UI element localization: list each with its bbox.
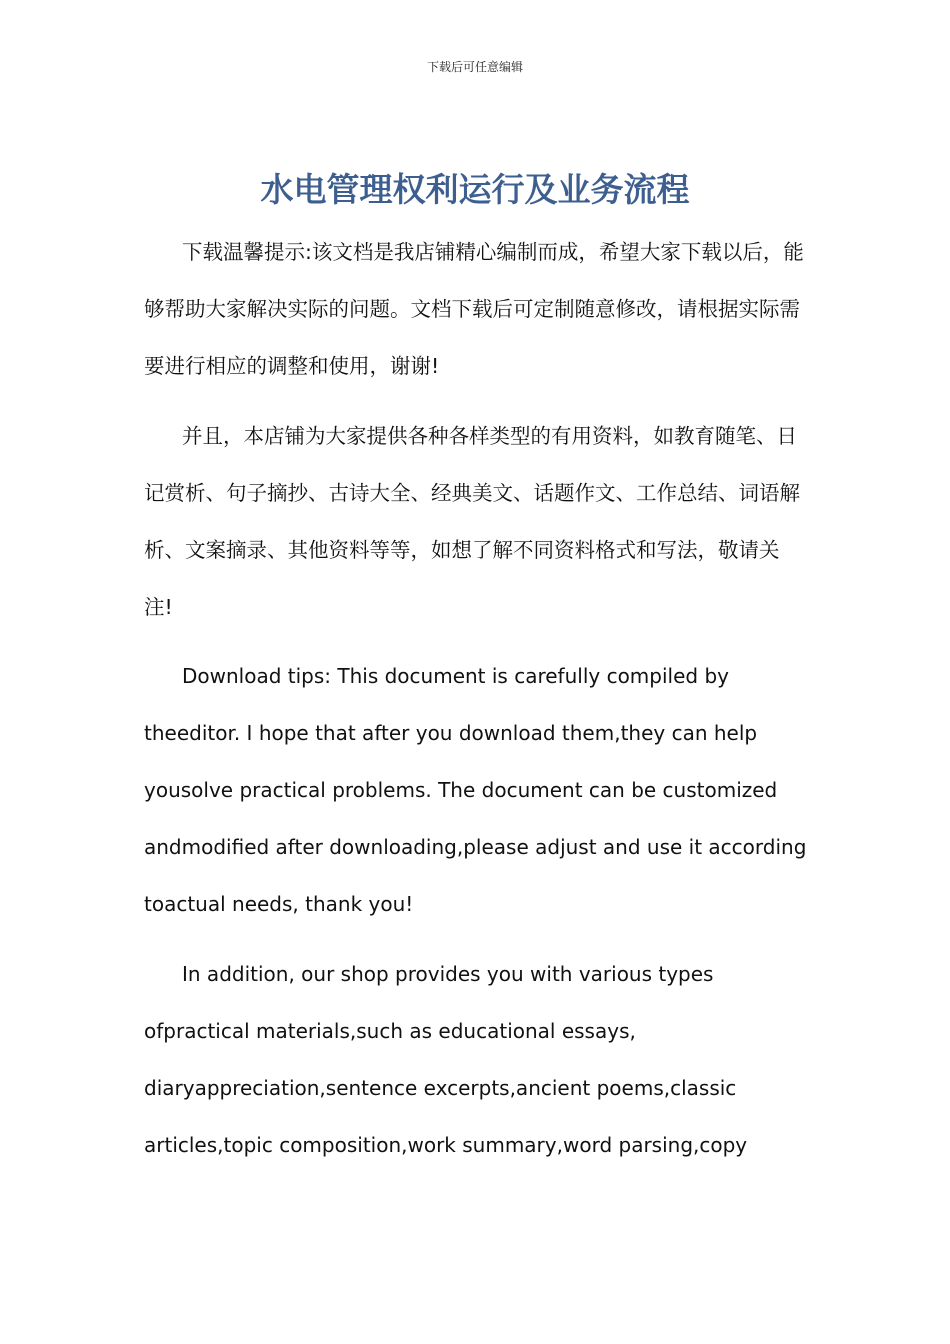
download-tip-paragraph-cn: 下载温馨提示:该文档是我店铺精心编制而成，希望大家下载以后，能够帮助大家解决实际的问题。文档下载后可定制随意修改，请根据实际需要进行相应的调整和使用，谢谢! xyxy=(144,240,804,378)
materials-paragraph-en: In addition, our shop provides you with various types ofpractical materials,such as educational essays, diaryappreciation,sentence excerpts,ancient poems,classic articles,topic composition,work summary,word parsing,copy xyxy=(144,962,748,1157)
document-title: 水电管理权利运行及业务流程 xyxy=(260,170,690,209)
download-tip-paragraph-en: Download tips: This document is carefully compiled by theeditor. I hope that after you download them,they can help yousolve practical problems. The document can be customized andmodified after downloading,please adjust and use it according toactual needs, thank you! xyxy=(144,664,807,916)
header-note: 下载后可任意编辑 xyxy=(426,60,523,74)
materials-paragraph-cn: 并且，本店铺为大家提供各种各样类型的有用资料，如教育随笔、日记赏析、句子摘抄、古诗大全、经典美文、话题作文、工作总结、词语解析、文案摘录、其他资料等等，如想了解不同资料格式和写法，敬请关注! xyxy=(144,424,800,619)
document-body xyxy=(144,224,808,1174)
